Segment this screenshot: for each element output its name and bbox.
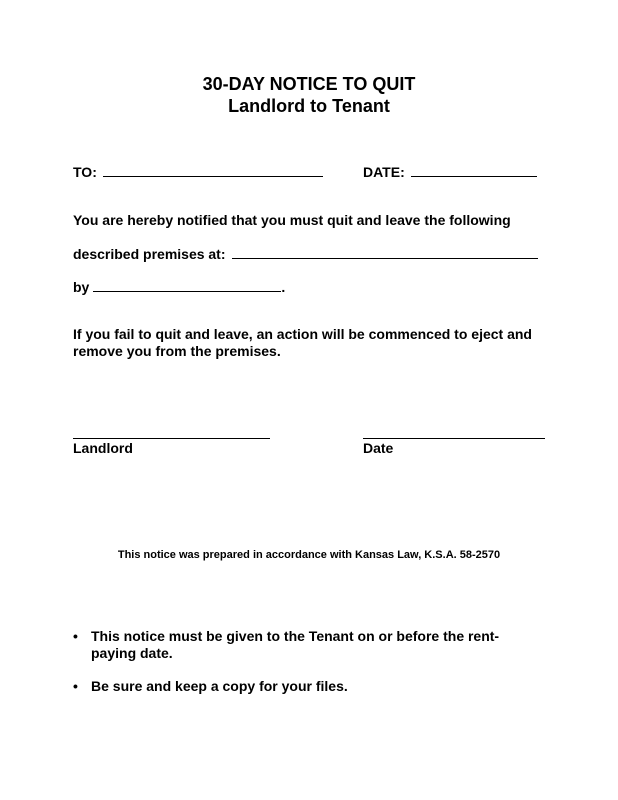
document-subtitle: Landlord to Tenant — [228, 96, 390, 116]
bullet-text: Be sure and keep a copy for your files. — [91, 678, 348, 694]
warning-paragraph: If you fail to quit and leave, an action will be commenced to eject and remove you from the premises. — [73, 326, 532, 359]
to-blank-field[interactable] — [103, 163, 323, 177]
to-label: TO: — [73, 164, 97, 180]
by-blank-field[interactable] — [93, 278, 281, 292]
bullet-icon: • — [73, 628, 78, 644]
to-row — [73, 163, 323, 181]
landlord-label: Landlord — [73, 440, 133, 456]
by-label: by — [73, 279, 90, 295]
title-block — [0, 73, 618, 117]
date-row — [363, 163, 537, 181]
landlord-signature-line[interactable] — [73, 438, 270, 439]
premises-label: described premises at: — [73, 246, 226, 262]
bullet-icon: • — [73, 678, 78, 694]
document-title: 30-DAY NOTICE TO QUIT — [202, 74, 416, 94]
signature-date-label: Date — [363, 440, 394, 456]
notice-line: You are hereby notified that you must quit and leave the following — [73, 212, 511, 228]
date-label: DATE: — [363, 164, 405, 180]
bullet-text: This notice must be given to the Tenant on or before the rent-paying date. — [91, 628, 500, 661]
bullet-item — [73, 678, 543, 696]
date-blank-field[interactable] — [411, 163, 537, 177]
law-note: This notice was prepared in accordance with Kansas Law, K.S.A. 58-2570 — [117, 549, 501, 561]
by-row — [73, 278, 285, 296]
date-signature-line[interactable] — [363, 438, 545, 439]
premises-blank-field[interactable] — [232, 245, 538, 259]
by-suffix: . — [281, 279, 286, 295]
bullet-item — [73, 628, 543, 664]
premises-row — [73, 245, 538, 263]
